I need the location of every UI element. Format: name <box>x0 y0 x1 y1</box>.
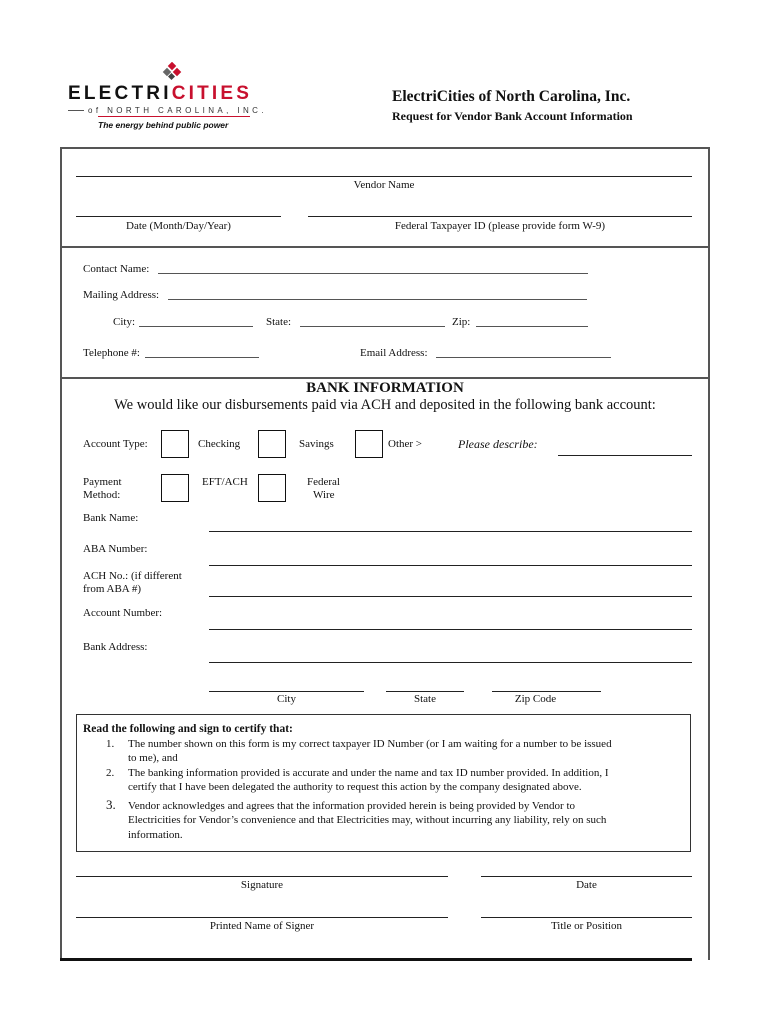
bank-zip-label: Zip Code <box>514 693 557 705</box>
bank-section-subtitle: We would like our disbursements paid via ACH and deposited in the following bank account: <box>114 397 656 413</box>
frame-top-rule <box>60 147 710 149</box>
tax-id-line[interactable] <box>308 216 692 217</box>
cert-item-2-line-1: The banking information provided is accurate and under the name and tax ID number provided. In addition, I <box>128 767 609 779</box>
signature-line[interactable] <box>76 876 448 877</box>
cert-item-3-line-2: Electricities for Vendor’s convenience and that Electricities may, without incurring any liability, rely on such <box>128 814 607 826</box>
federal-wire-label-2: Wire <box>313 489 335 501</box>
zip-line[interactable] <box>476 326 588 327</box>
telephone-line[interactable] <box>145 357 259 358</box>
other-checkbox[interactable] <box>355 430 383 458</box>
zip-label: Zip: <box>452 316 471 328</box>
cert-item-3-line-1: Vendor acknowledges and agrees that the information provided herein is being provided by Vendor to <box>128 800 576 812</box>
federal-wire-checkbox[interactable] <box>258 474 286 502</box>
frame-left-rule <box>60 147 62 960</box>
title-position-line[interactable] <box>481 917 692 918</box>
aba-number-line[interactable] <box>209 565 692 566</box>
sign-date-line[interactable] <box>481 876 692 877</box>
bank-name-label: Bank Name: <box>83 512 139 524</box>
ach-number-label-1: ACH No.: (if different <box>83 570 182 582</box>
logo-word-red: CITIES <box>171 83 253 104</box>
date-line[interactable] <box>76 216 281 217</box>
ach-number-line[interactable] <box>209 596 692 597</box>
mailing-address-label: Mailing Address: <box>83 289 160 301</box>
cert-item-1-line-2: to me), and <box>128 752 178 764</box>
account-number-label: Account Number: <box>83 607 163 619</box>
savings-checkbox[interactable] <box>258 430 286 458</box>
logo-diamond-icon <box>162 62 182 82</box>
bank-address-line[interactable] <box>209 662 692 663</box>
mailing-address-line[interactable] <box>168 299 587 300</box>
cert-item-3-num: 3. <box>106 797 116 812</box>
contact-name-label: Contact Name: <box>83 263 150 275</box>
signature-label: Signature <box>240 879 284 891</box>
bank-name-line[interactable] <box>209 531 692 532</box>
cert-item-1-num: 1. <box>106 738 115 750</box>
please-describe-label: Please describe: <box>458 437 538 451</box>
aba-number-label: ABA Number: <box>83 543 148 555</box>
bank-city-line[interactable] <box>209 691 364 692</box>
account-type-label: Account Type: <box>83 438 148 450</box>
telephone-label: Telephone #: <box>83 347 140 359</box>
savings-label: Savings <box>299 438 334 450</box>
state-line[interactable] <box>300 326 445 327</box>
logo-tagline-underline <box>98 116 250 117</box>
sign-date-label: Date <box>576 879 597 891</box>
bank-zip-line[interactable] <box>492 691 601 692</box>
certification-heading: Read the following and sign to certify that: <box>83 723 293 735</box>
payment-method-label-1: Payment <box>83 476 122 488</box>
form-org-title: ElectriCities of North Carolina, Inc. <box>392 88 631 105</box>
vendor-name-line[interactable] <box>76 176 692 177</box>
state-label: State: <box>266 316 292 328</box>
cert-item-2-line-2: certify that I have been delegated the authority to request this action by the company designated above. <box>128 781 582 793</box>
payment-method-label-2: Method: <box>83 489 121 501</box>
bank-state-label: State <box>414 693 436 705</box>
contact-section-divider <box>60 377 710 379</box>
federal-wire-label-1: Federal <box>307 476 340 488</box>
date-label: Date (Month/Day/Year) <box>126 220 231 232</box>
ach-number-label-2: from ABA #) <box>83 583 142 595</box>
other-describe-line[interactable] <box>558 455 692 456</box>
frame-right-rule <box>708 147 710 960</box>
bank-city-label: City <box>277 693 296 705</box>
account-number-line[interactable] <box>209 629 692 630</box>
eft-ach-label: EFT/ACH <box>202 476 248 488</box>
contact-name-line[interactable] <box>158 273 588 274</box>
vendor-section-divider <box>60 246 710 248</box>
logo <box>66 62 276 132</box>
bank-state-line[interactable] <box>386 691 464 692</box>
logo-tagline: The energy behind public power <box>98 120 229 130</box>
eft-ach-checkbox[interactable] <box>161 474 189 502</box>
cert-item-2-num: 2. <box>106 767 115 779</box>
bank-section-title: BANK INFORMATION <box>306 380 464 396</box>
printed-name-label: Printed Name of Signer <box>209 920 315 932</box>
frame-bottom-rule <box>60 958 692 961</box>
logo-wordmark <box>68 84 252 104</box>
city-line[interactable] <box>139 326 253 327</box>
logo-underline <box>68 110 84 111</box>
cert-item-1-line-1: The number shown on this form is my correct taxpayer ID Number (or I am waiting for a number to be issued <box>128 738 612 750</box>
other-label: Other > <box>388 438 422 450</box>
checking-checkbox[interactable] <box>161 430 189 458</box>
logo-word-black: ELECTRI <box>68 83 172 104</box>
title-position-label: Title or Position <box>550 920 623 932</box>
cert-item-3-line-3: information. <box>128 829 183 841</box>
city-label: City: <box>113 316 136 328</box>
form-title: Request for Vendor Bank Account Information <box>392 109 633 123</box>
tax-id-label: Federal Taxpayer ID (please provide form W-9) <box>394 220 606 232</box>
checking-label: Checking <box>198 438 241 450</box>
printed-name-line[interactable] <box>76 917 448 918</box>
vendor-name-label: Vendor Name <box>353 179 415 191</box>
logo-subtitle: of NORTH CAROLINA, INC. <box>88 106 267 115</box>
email-label: Email Address: <box>360 347 428 359</box>
bank-address-label: Bank Address: <box>83 641 148 653</box>
email-line[interactable] <box>436 357 611 358</box>
